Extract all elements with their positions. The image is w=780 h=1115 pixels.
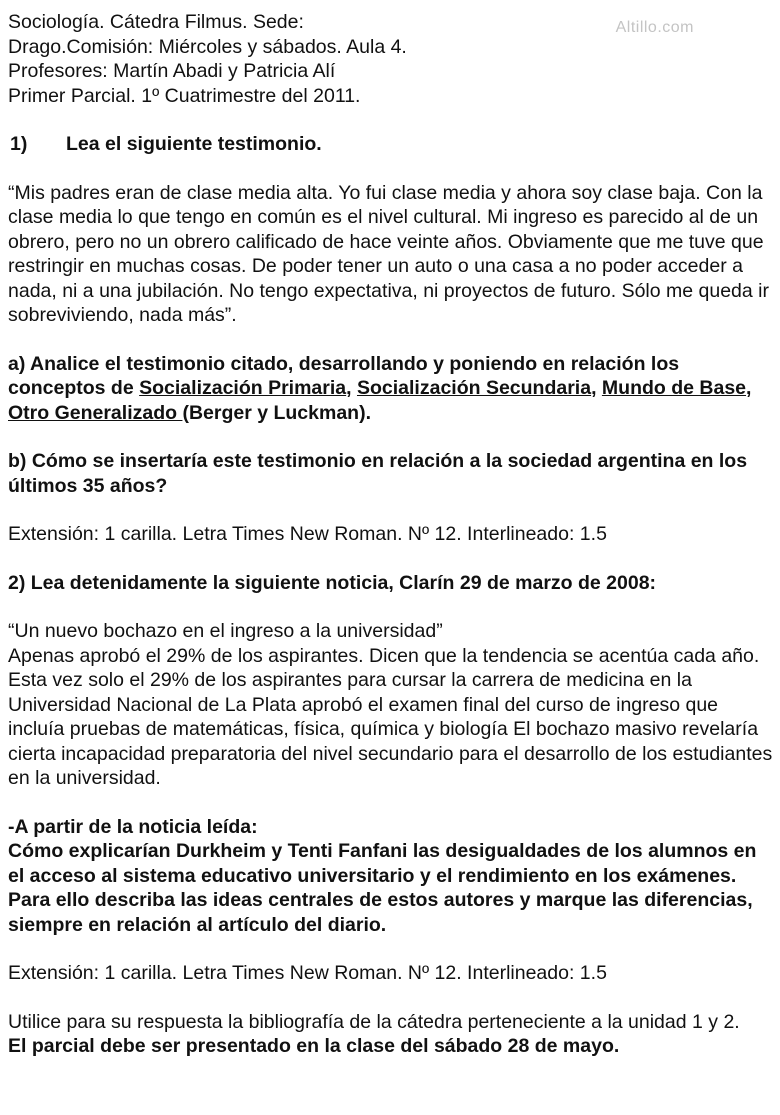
separator: , [591, 377, 602, 399]
watermark: Altillo.com [615, 19, 694, 36]
deadline-note: El parcial debe ser presentado en la clase del sábado 28 de mayo. [8, 1035, 620, 1057]
question-1a-intro: a) Analice el testimonio citado, desarrollando y poniendo en relación los conceptos de [8, 352, 680, 399]
exam-document [8, 10, 776, 1059]
header-line-professors: Profesores: Martín Abadi y Patricia Alí [8, 60, 336, 82]
news-body: Apenas aprobó el 29% de los aspirantes. Dicen que la tendencia se acentúa cada año. Esta vez solo el 29% de los aspirantes para cursar la carrera de medicina en la Universidad Nacional de La Plata aprobó el examen final del curso de ingreso que incluía pruebas de matemáticas, física, química y biología El bochazo masivo revelaría cierta incapacidad preparatoria del nivel secundario para el desarrollo de los estudiantes en la universidad. [8, 644, 773, 789]
separator: , [746, 377, 752, 399]
testimony-quote: “Mis padres eran de clase media alta. Yo fui clase media y ahora soy clase baja. Con la clase media lo que tengo en común es el nivel cultural. Mi ingreso es parecido al de un obrero, pero no un obrero calificado de hace veinte años. Obviamente que me tuve que restringir en muchas cosas. De poder tener un auto o una casa a no poder acceder a nada, ni a una jubilación. No tengo expectativa, ni proyectos de futuro. Sólo me queda ir sobreviviendo, nada más”. [8, 181, 769, 326]
question-1b: b) Cómo se insertaría este testimonio en relación a la sociedad argentina en los últimos 35 años? [8, 450, 748, 497]
question-1-heading [8, 132, 776, 157]
question-1-number: 1) [10, 133, 28, 155]
question-1a-authors: (Berger y Luckman). [182, 401, 372, 424]
question-1-title: Lea el siguiente testimonio. [66, 133, 322, 155]
header-line-commission: Drago.Comisión: Miércoles y sábados. Aula 4. [8, 35, 407, 58]
concept-socializacion-primaria: Socialización Primaria [139, 377, 347, 399]
question-1a [8, 352, 776, 426]
question-2-prompt-title: -A partir de la noticia leída: [8, 815, 258, 838]
concept-mundo-de-base: Mundo de Base [601, 377, 747, 399]
exam-header [8, 10, 776, 108]
header-line-exam: Primer Parcial. 1º Cuatrimestre del 2011. [8, 84, 361, 107]
question-2-prompt: Cómo explicarían Durkheim y Tenti Fanfani las desigualdades de los alumnos en el acceso al sistema educativo universitario y el rendimiento en los exámenes. Para ello describa las ideas centrales de estos autores y marque las diferencias, siempre en relación al artículo del diario. [8, 840, 757, 936]
news-headline: “Un nuevo bochazo en el ingreso a la universidad” [8, 620, 443, 642]
concept-socializacion-secundaria: Socialización Secundaria [356, 377, 592, 399]
question-1-extension: Extensión: 1 carilla. Letra Times New Roman. Nº 12. Interlineado: 1.5 [8, 523, 607, 545]
separator: , [346, 377, 357, 399]
bibliography-note: Utilice para su respuesta la bibliografía de la cátedra perteneciente a la unidad 1 y 2. [8, 1010, 740, 1033]
header-line-course: Sociología. Cátedra Filmus. Sede: [8, 11, 304, 33]
question-2-title: 2) Lea detenidamente la siguiente noticia, Clarín 29 de marzo de 2008: [8, 571, 657, 594]
concept-otro-generalizado: Otro Generalizado [8, 401, 183, 424]
question-2-extension: Extensión: 1 carilla. Letra Times New Roman. Nº 12. Interlineado: 1.5 [8, 962, 607, 984]
